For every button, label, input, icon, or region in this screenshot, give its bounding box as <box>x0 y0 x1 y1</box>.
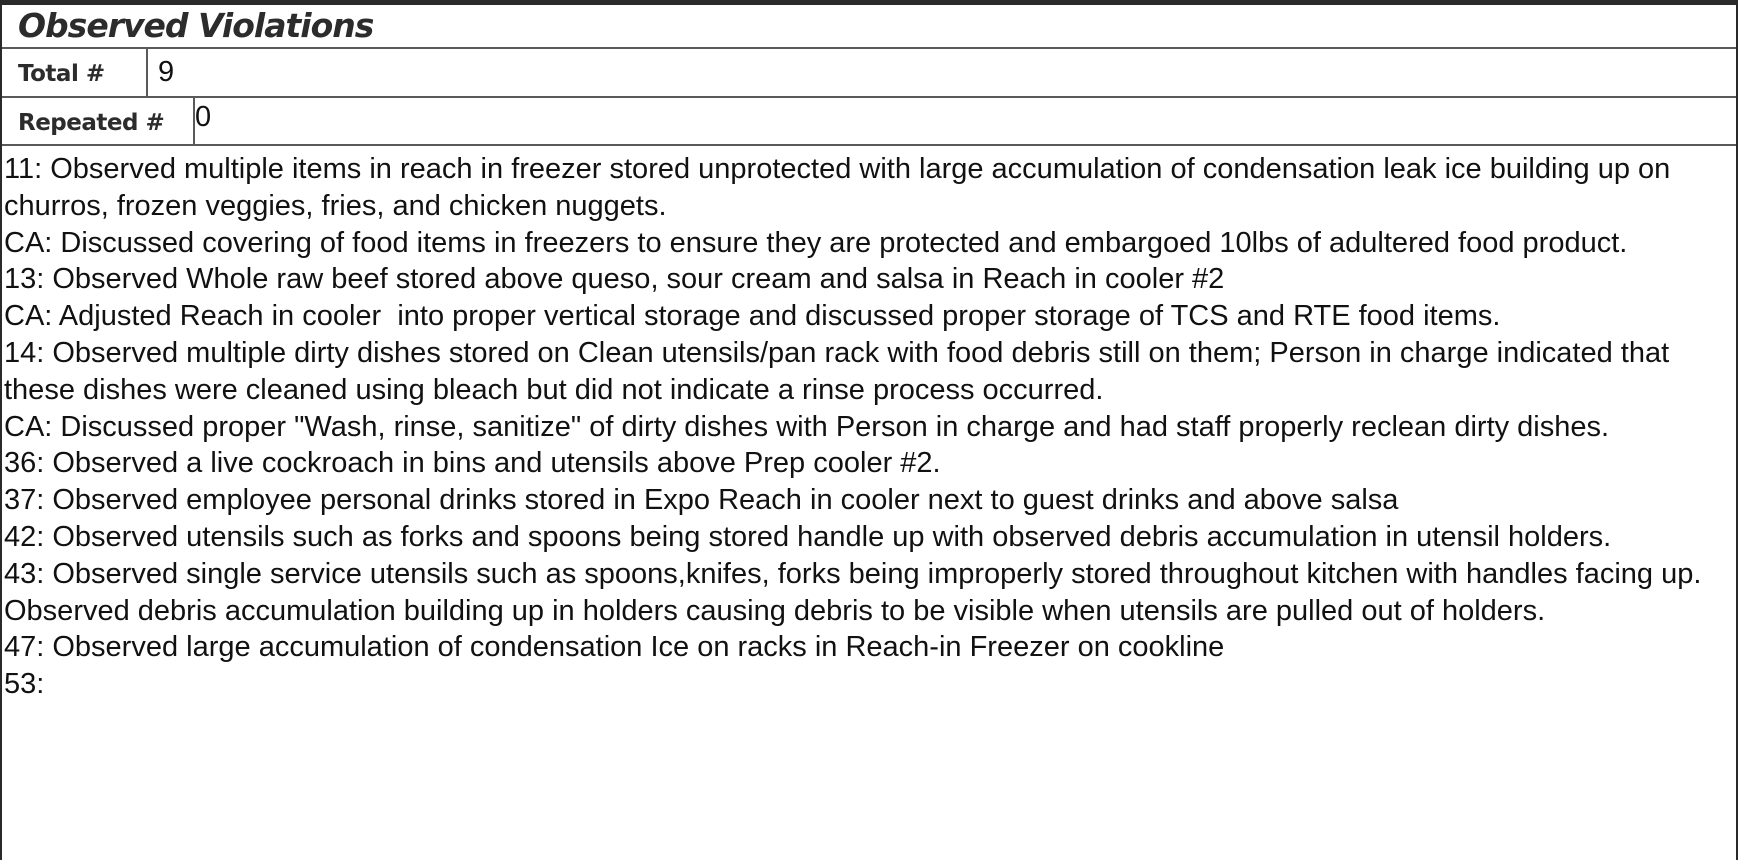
title-row <box>2 5 1736 49</box>
note-line: 13: Observed Whole raw beef stored above queso, sour cream and salsa in Reach in cooler #2 <box>4 263 1225 296</box>
repeated-row <box>2 98 1736 146</box>
repeated-label: Repeated # <box>18 110 165 136</box>
note-line: 43: Observed single service utensils such as spoons,knifes, forks being improperly stored throughout kitchen with handles facing up. Observed debris accumulation building up in holders causing debris to be visible when utensils are pulled out of holders. <box>4 557 1710 627</box>
total-value[interactable]: 9 <box>158 56 175 88</box>
note-line: 53: <box>4 668 45 701</box>
note-line: CA: Discussed covering of food items in freezers to ensure they are protected and embargoed 10lbs of adultered food product. <box>4 226 1628 259</box>
total-row <box>2 49 1736 98</box>
total-label: Total # <box>18 61 105 87</box>
total-divider <box>146 49 148 96</box>
note-line: 14: Observed multiple dirty dishes stored on Clean utensils/pan rack with food debris still on them; Person in charge indicated that these dishes were cleaned using bleach but did not indicate a rinse process occurred. <box>4 336 1678 406</box>
note-line: CA: Discussed proper "Wash, rinse, sanitize" of dirty dishes with Person in charge and had staff properly reclean dirty dishes. <box>4 410 1610 443</box>
note-line: 36: Observed a live cockroach in bins and utensils above Prep cooler #2. <box>4 447 941 480</box>
note-line: CA: Adjusted Reach in cooler into proper vertical storage and discussed proper storage of TCS and RTE food items. <box>4 300 1501 333</box>
violation-notes[interactable] <box>4 151 1736 703</box>
section-title: Observed Violations <box>18 6 374 45</box>
repeated-value[interactable]: 0 <box>195 101 212 133</box>
note-line: 42: Observed utensils such as forks and spoons being stored handle up with observed debris accumulation in utensil holders. <box>4 520 1612 553</box>
note-line: 11: Observed multiple items in reach in freezer stored unprotected with large accumulation of condensation leak ice building up on churros, frozen veggies, fries, and chicken nuggets. <box>4 153 1679 222</box>
note-line: 47: Observed large accumulation of condensation Ice on racks in Reach-in Freezer on cookline <box>4 631 1225 664</box>
note-line: 37: Observed employee personal drinks stored in Expo Reach in cooler next to guest drinks and above salsa <box>4 484 1399 517</box>
